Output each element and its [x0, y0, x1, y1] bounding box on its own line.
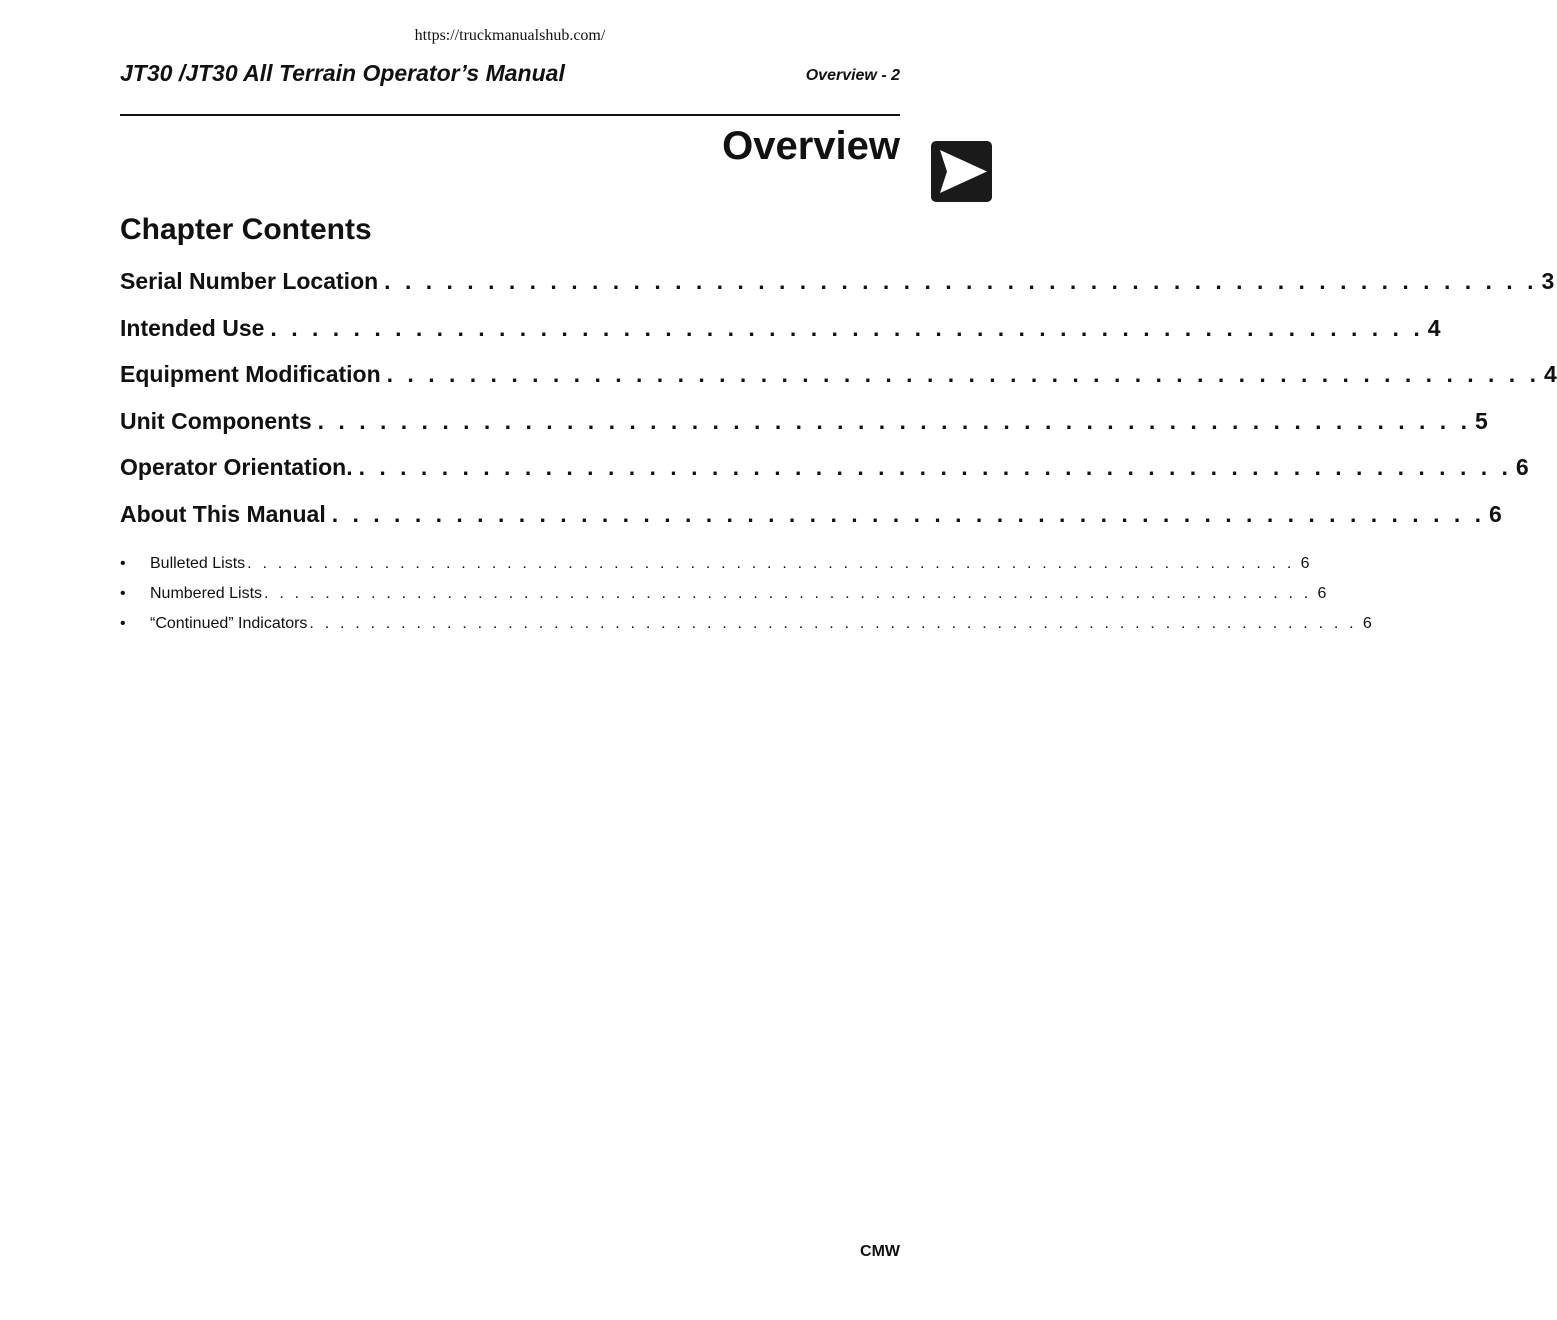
chapter-contents-heading: Chapter Contents — [120, 213, 372, 246]
toc-entry-page: 4 — [1543, 361, 1557, 388]
toc-entry-label: Equipment Modification — [120, 361, 381, 388]
toc-entry-serial-number-location[interactable] — [120, 268, 1555, 315]
dot-leader: . . . . . . . . . . . . . . . . . . . . . . . . . . . . . . . . . . . . . . . . . . . . . . . . . . . . . . . . — [384, 268, 1538, 294]
toc-entry-page: 3 — [1541, 268, 1555, 294]
header-divider — [120, 114, 900, 116]
sub-entry-bulleted-lists[interactable] — [120, 555, 1310, 585]
bullet-icon: • — [120, 585, 126, 602]
toc-entry-unit-components[interactable] — [120, 407, 1488, 455]
section-tab-marker — [931, 141, 992, 202]
sub-entry-page: 6 — [1362, 615, 1372, 632]
toc-entry-page: 6 — [1489, 500, 1502, 527]
toc-entry-equipment-modification[interactable] — [120, 361, 1557, 408]
sub-entry-page: 6 — [1317, 585, 1327, 602]
sub-entry-label: Bulleted Lists — [150, 555, 246, 572]
table-of-contents — [120, 268, 1557, 548]
toc-entry-label: About This Manual — [120, 500, 326, 527]
play-arrow-icon — [931, 141, 992, 202]
sub-entry-continued-indicators[interactable] — [120, 615, 1372, 645]
sub-entry-page: 6 — [1300, 555, 1310, 572]
bullet-icon: • — [120, 555, 126, 572]
toc-entry-about-this-manual[interactable] — [120, 500, 1502, 548]
source-url[interactable]: https://truckmanualshub.com/ — [414, 27, 606, 44]
dot-leader: . . . . . . . . . . . . . . . . . . . . . . . . . . . . . . . . . . . . . . . . . . . . . . . . . . . . . . . . . . . . . . . . . . . . . — [247, 555, 1295, 572]
dot-leader: . . . . . . . . . . . . . . . . . . . . . . . . . . . . . . . . . . . . . . . . . . . . . . . . . . . . . . . . — [331, 500, 1486, 527]
dot-leader: . . . . . . . . . . . . . . . . . . . . . . . . . . . . . . . . . . . . . . . . . . . . . . . . . . . . . . . . — [317, 407, 1471, 434]
bullet-icon: • — [120, 615, 126, 632]
sub-entry-numbered-lists[interactable] — [120, 585, 1327, 615]
page-reference: Overview - 2 — [805, 67, 900, 84]
dot-leader: . . . . . . . . . . . . . . . . . . . . . . . . . . . . . . . . . . . . . . . . . . . . . . . . . . . . . . . . — [270, 314, 1424, 341]
toc-entry-page: 6 — [1515, 454, 1529, 481]
dot-leader: . . . . . . . . . . . . . . . . . . . . . . . . . . . . . . . . . . . . . . . . . . . . . . . . . . . . . . . . . . . . . . . . . . . . . — [264, 585, 1312, 602]
toc-entry-label: Intended Use — [120, 314, 265, 341]
toc-entry-page: 5 — [1474, 407, 1488, 434]
manual-title: JT30 /JT30 All Terrain Operator’s Manual — [120, 60, 565, 86]
sub-entry-label: “Continued” Indicators — [150, 615, 308, 632]
section-title: Overview — [722, 124, 900, 168]
toc-entry-operator-orientation[interactable] — [120, 454, 1529, 501]
toc-entry-page: 4 — [1427, 314, 1441, 341]
toc-entry-label: Unit Components — [120, 407, 312, 434]
sub-table-of-contents — [120, 555, 1372, 645]
toc-entry-intended-use[interactable] — [120, 314, 1441, 362]
toc-entry-label: Operator Orientation. — [120, 454, 353, 481]
dot-leader: . . . . . . . . . . . . . . . . . . . . . . . . . . . . . . . . . . . . . . . . . . . . . . . . . . . . . . . . . . . . . . . . . . . . . — [309, 615, 1357, 632]
toc-entry-label: Serial Number Location — [120, 268, 379, 294]
dot-leader: . . . . . . . . . . . . . . . . . . . . . . . . . . . . . . . . . . . . . . . . . . . . . . . . . . . . . . . . — [358, 454, 1512, 481]
footer-code: CMW — [860, 1243, 900, 1260]
dot-leader: . . . . . . . . . . . . . . . . . . . . . . . . . . . . . . . . . . . . . . . . . . . . . . . . . . . . . . . . — [386, 361, 1540, 388]
sub-entry-label: Numbered Lists — [150, 585, 263, 602]
